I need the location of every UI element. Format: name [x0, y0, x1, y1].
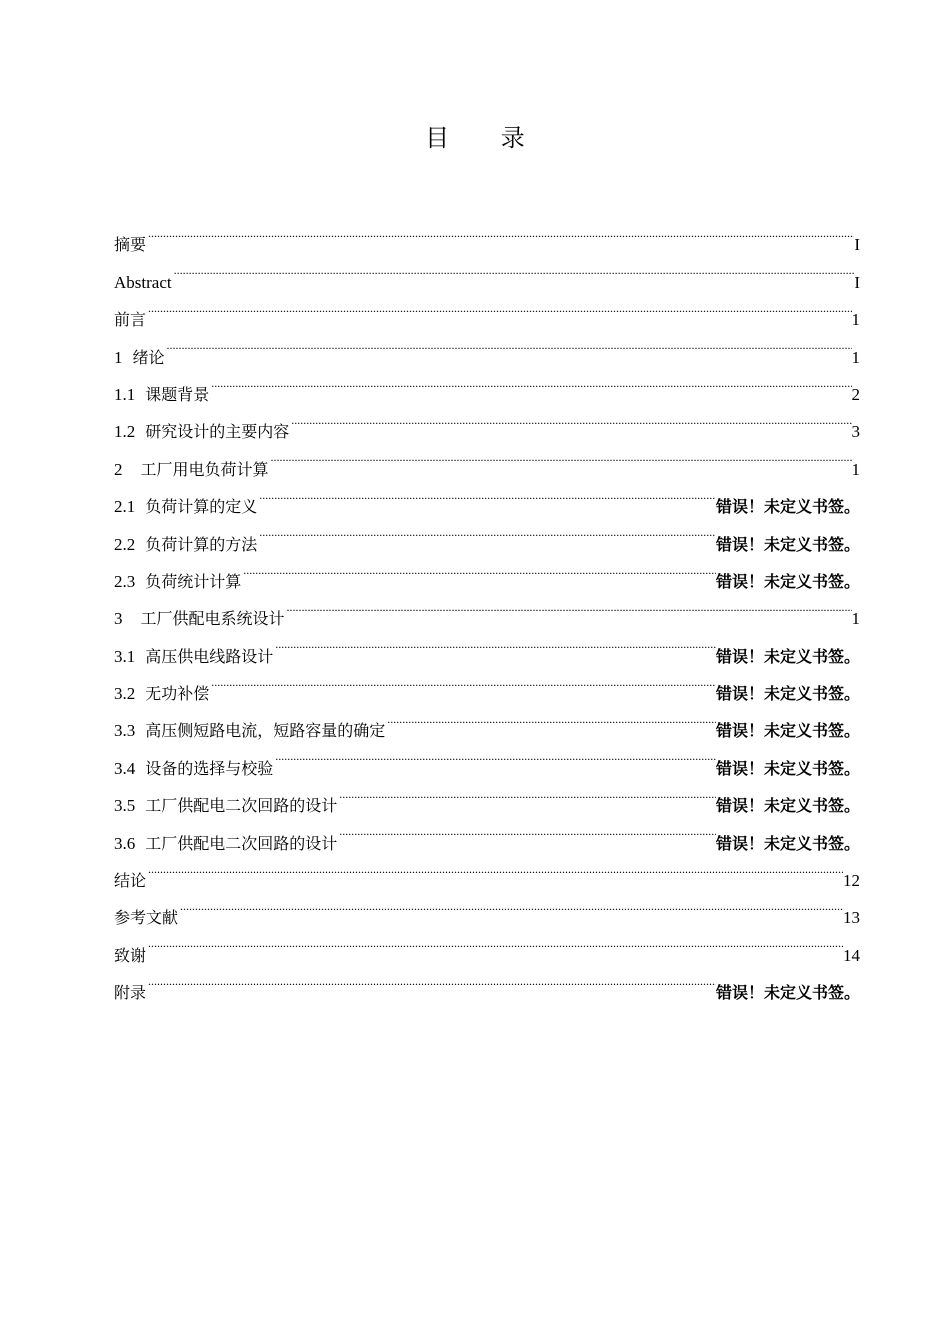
toc-entry-title: 无功补偿	[145, 684, 210, 704]
toc-entry-label	[114, 750, 273, 787]
toc-entry-label	[114, 563, 241, 600]
toc-entry[interactable]	[114, 363, 860, 404]
dot-leader	[241, 550, 716, 587]
toc-entry-page: 错误！未定义书签。	[715, 646, 860, 666]
toc-entry-page: 13	[843, 908, 860, 928]
toc-entry-page: 错误！未定义书签。	[715, 758, 860, 778]
toc-entry-number: 1	[114, 347, 123, 367]
toc-entry-title: 前言	[114, 310, 147, 330]
toc-entry-title: 负荷计算的方法	[145, 534, 258, 554]
toc-entry-label	[114, 226, 146, 263]
toc-entry-number: 3.4	[114, 758, 136, 778]
toc-entry-title: 工厂供配电二次回路的设计	[145, 833, 338, 853]
toc-entry-label	[114, 526, 257, 563]
toc-entry-number: 2	[114, 459, 123, 479]
toc-entry-page: 1	[851, 310, 860, 330]
toc-entry-title: 参考文献	[114, 908, 179, 928]
toc-entry-page: 错误！未定义书签。	[715, 796, 860, 816]
toc-entry[interactable]	[114, 961, 860, 1003]
dot-leader	[146, 213, 854, 250]
toc-entry-label	[114, 974, 146, 1011]
toc-entry[interactable]	[114, 213, 860, 255]
dot-leader	[146, 849, 843, 886]
toc-entry-number: 3.2	[114, 684, 136, 704]
toc-entry-page: I	[854, 235, 860, 255]
dot-leader	[209, 363, 851, 400]
toc-entry-page: 错误！未定义书签。	[715, 684, 860, 704]
dot-leader	[273, 624, 716, 661]
toc-entry-title: 高压供电线路设计	[145, 646, 274, 666]
toc-entry-title: 结论	[114, 871, 147, 891]
toc-entry-label	[114, 787, 337, 824]
toc-entry-title: 负荷计算的定义	[145, 497, 258, 517]
toc-entry-number: 3.6	[114, 833, 136, 853]
toc-entry-page: 错误！未定义书签。	[715, 497, 860, 517]
toc-entry-title: 工厂用电负荷计算	[140, 459, 269, 479]
toc-entry-label	[114, 675, 209, 712]
toc-entry-number: 1.2	[114, 422, 136, 442]
toc-entry-label	[114, 301, 146, 338]
dot-leader	[146, 961, 716, 998]
dot-leader	[289, 400, 851, 437]
toc-entry-label	[114, 937, 146, 974]
toc-entry-page: 错误！未定义书签。	[715, 534, 860, 554]
dot-leader	[146, 923, 843, 960]
toc-entry-title: Abstract	[114, 272, 172, 292]
toc-entry[interactable]	[114, 886, 860, 928]
toc-entry[interactable]	[114, 250, 860, 292]
toc-entry-label	[114, 488, 257, 525]
dot-leader	[209, 662, 716, 699]
toc-entry-title: 课题背景	[145, 384, 210, 404]
toc-entry-page: I	[854, 272, 860, 292]
toc-entry[interactable]	[114, 325, 860, 367]
toc-entry-label	[114, 376, 209, 413]
toc-entry-number: 1.1	[114, 384, 136, 404]
toc-entry-title: 工厂供配电系统设计	[140, 609, 285, 629]
toc-entry-page: 错误！未定义书签。	[715, 833, 860, 853]
toc-entry-page: 3	[851, 422, 860, 442]
dot-leader	[257, 475, 716, 512]
dot-leader	[273, 736, 716, 773]
dot-leader	[269, 437, 852, 474]
toc-entry-title: 摘要	[114, 235, 147, 255]
page-title: 目 录	[425, 124, 547, 152]
dot-leader	[165, 325, 852, 362]
toc-entry-title: 工厂供配电二次回路的设计	[145, 796, 338, 816]
toc-entry-number: 2.1	[114, 497, 136, 517]
toc-entry-label	[114, 451, 269, 488]
dot-leader	[146, 288, 851, 325]
table-of-contents	[114, 213, 860, 1003]
toc-entry-number: 2.2	[114, 534, 136, 554]
toc-entry-number: 2.3	[114, 571, 136, 591]
toc-entry[interactable]	[114, 288, 860, 330]
toc-entry-page: 错误！未定义书签。	[715, 983, 860, 1003]
toc-entry-number: 3.5	[114, 796, 136, 816]
toc-entry[interactable]	[114, 923, 860, 965]
toc-entry-title: 高压侧短路电流，短路容量的确定	[145, 721, 386, 741]
toc-entry-page: 1	[851, 609, 860, 629]
toc-entry-page: 1	[851, 459, 860, 479]
toc-entry-page: 2	[851, 384, 860, 404]
toc-entry-number: 3.1	[114, 646, 136, 666]
toc-entry-number: 3.3	[114, 721, 136, 741]
toc-entry-page: 错误！未定义书签。	[715, 571, 860, 591]
toc-entry-title: 负荷统计计算	[145, 571, 242, 591]
toc-entry-title: 致谢	[114, 945, 147, 965]
toc-entry-label	[114, 862, 146, 899]
dot-leader	[337, 811, 716, 848]
toc-entry-label	[114, 413, 289, 450]
toc-entry-label	[114, 339, 165, 376]
dot-leader	[178, 886, 843, 923]
toc-entry-page: 12	[843, 871, 860, 891]
dot-leader	[385, 699, 716, 736]
toc-entry-page: 1	[851, 347, 860, 367]
toc-entry-number: 3	[114, 609, 123, 629]
toc-entry[interactable]	[114, 849, 860, 891]
toc-entry-page: 错误！未定义书签。	[715, 721, 860, 741]
toc-entry-title: 绪论	[132, 347, 165, 367]
dot-leader	[285, 587, 852, 624]
dot-leader	[337, 774, 716, 811]
dot-leader	[172, 250, 855, 287]
dot-leader	[257, 512, 716, 549]
toc-entry-title: 附录	[114, 983, 147, 1003]
toc-entry[interactable]	[114, 400, 860, 442]
toc-entry-title: 研究设计的主要内容	[145, 422, 290, 442]
toc-entry-title: 设备的选择与校验	[145, 758, 274, 778]
toc-entry-page: 14	[843, 945, 860, 965]
toc-entry-label	[114, 600, 285, 637]
